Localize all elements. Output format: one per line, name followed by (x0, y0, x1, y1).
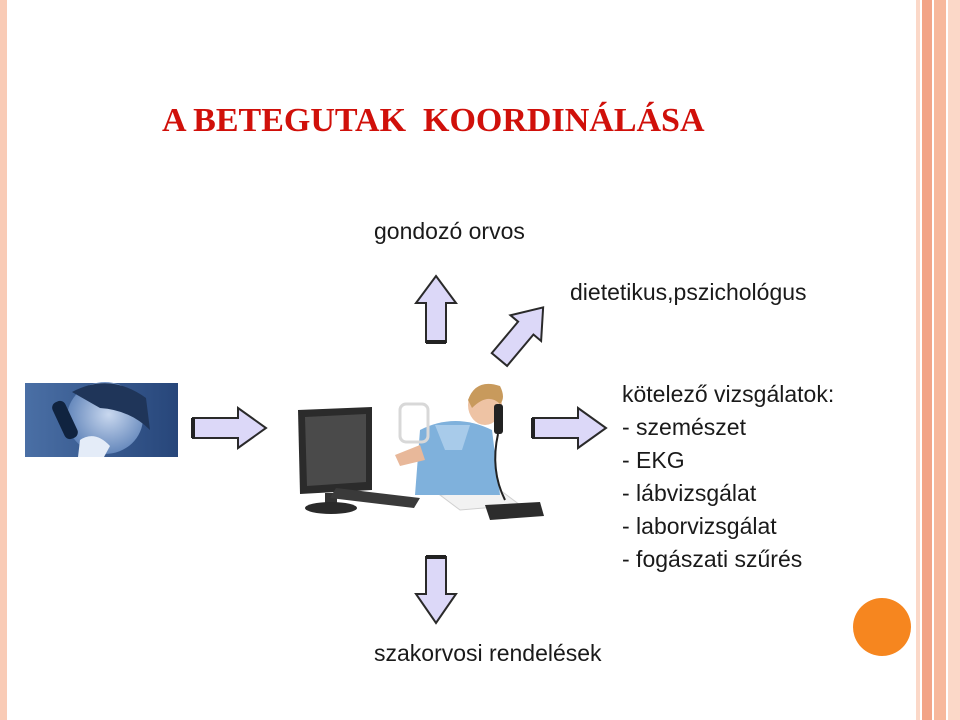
exam-item: - szemészet (622, 414, 746, 440)
exam-item: - EKG (622, 447, 685, 473)
arrow-up-to-gondozo (416, 276, 456, 342)
caller-photo (25, 382, 178, 457)
exam-heading: kötelező vizsgálatok: (622, 381, 835, 407)
exam-item: - fogászati szűrés (622, 546, 803, 572)
arrow-right-from-caller (193, 408, 266, 448)
page-title: A BETEGUTAK KOORDINÁLÁSA (162, 102, 705, 139)
label-gondozo-orvos: gondozó orvos (374, 218, 525, 244)
label-szakorvosi: szakorvosi rendelések (374, 640, 602, 666)
exam-item: - lábvizsgálat (622, 480, 757, 506)
exam-item: - laborvizsgálat (622, 513, 777, 539)
arrow-diagonal-to-dietetikus (484, 295, 558, 373)
arrow-right-to-exams (533, 408, 606, 448)
label-dietetikus: dietetikus,pszichológus (570, 279, 807, 305)
arrow-down-to-szakorvosi (416, 557, 456, 623)
nurse-computer-photo (298, 384, 544, 520)
